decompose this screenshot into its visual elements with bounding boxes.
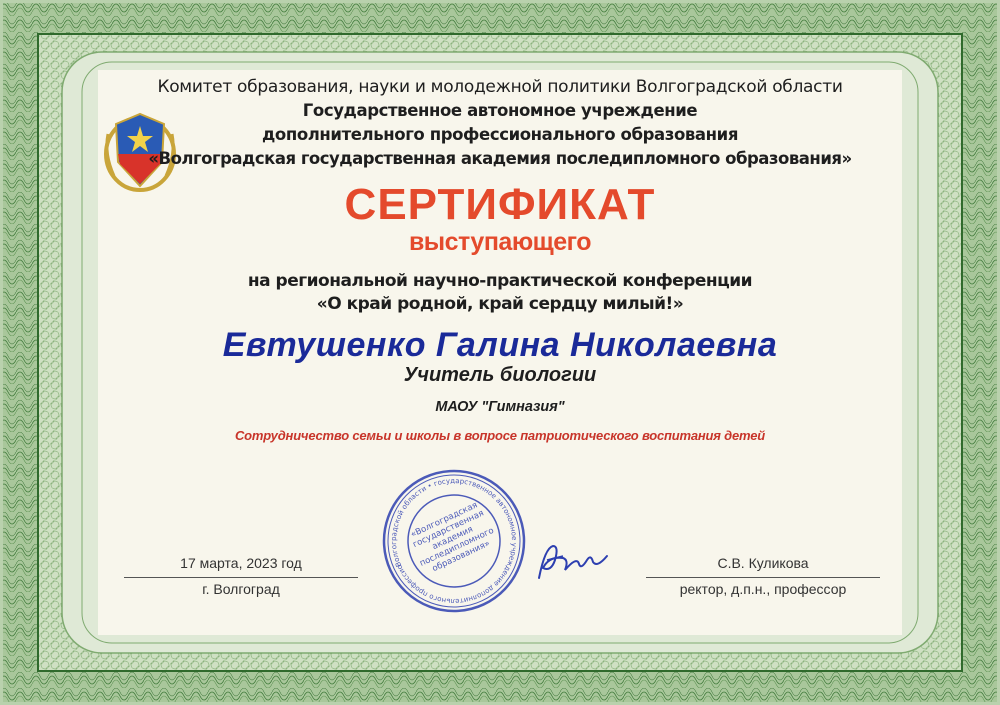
issue-city: г. Волгоград (202, 581, 280, 597)
issue-date: 17 марта, 2023 год (180, 555, 302, 571)
certificate-title: СЕРТИФИКАТ (344, 180, 656, 229)
certificate-subtitle: выступающего (408, 228, 592, 256)
presentation-topic: Сотрудничество семьи и школы в вопросе патриотического воспитания детей (234, 428, 765, 443)
date-underline (124, 577, 358, 578)
signatory-title: ректор, д.п.н., профессор (679, 581, 847, 597)
conference-line-1: на региональной научно-практической конференции (247, 271, 753, 291)
signature-underline (646, 577, 880, 578)
recipient-position: Учитель биологии (403, 364, 597, 386)
institution-line-2: дополнительного профессионального образования (261, 125, 739, 144)
official-stamp (380, 467, 528, 615)
stamp-ring-text: Волгоградской области • государственное автономное учреждение дополнительного профессионального (389, 476, 519, 606)
committee-name: Комитет образования, науки и молодежной политики Волгоградской области (157, 77, 843, 97)
stamp-center-text: «Волгоградская государственная академия последипломного образования» (409, 500, 496, 575)
institution-line-1: Государственное автономное учреждение (302, 101, 698, 120)
signature-mark (533, 538, 611, 588)
conference-line-2: «О край родной, край сердцу милый!» (316, 294, 684, 314)
recipient-organization: МАОУ "Гимназия" (435, 399, 565, 415)
recipient-name: Евтушенко Галина Николаевна (222, 326, 778, 364)
signatory-name: С.В. Куликова (717, 555, 809, 571)
institution-line-3: «Волгоградская государственная академия последипломного образования» (148, 149, 852, 168)
